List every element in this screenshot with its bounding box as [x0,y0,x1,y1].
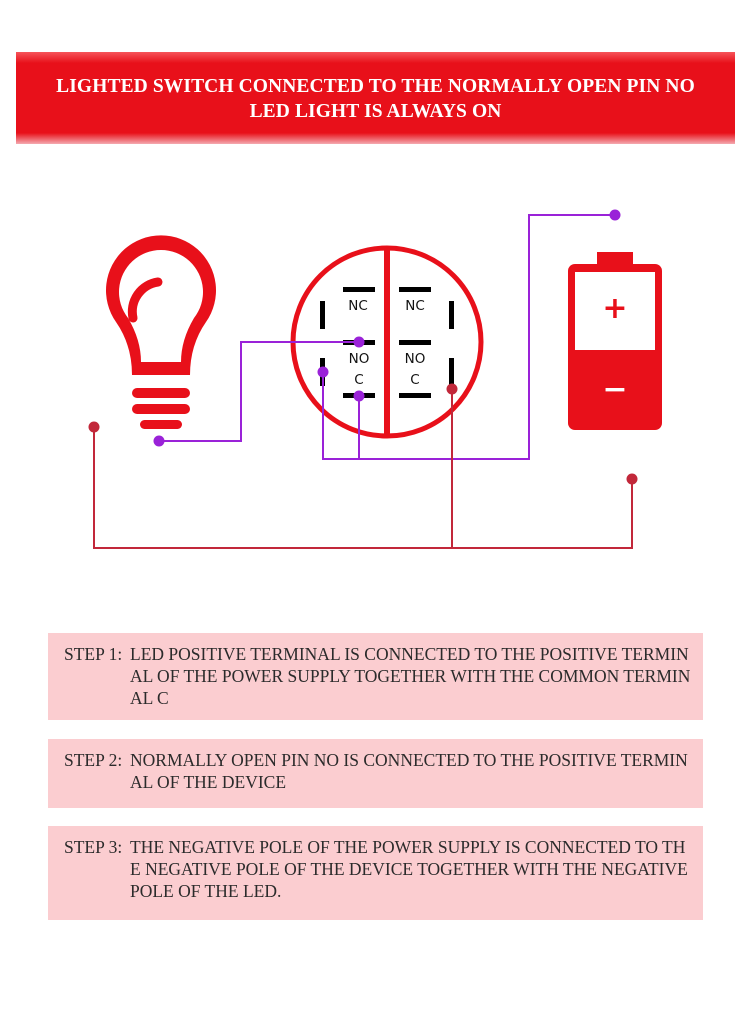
step-1-label: STEP 1: [64,644,123,664]
battery-negative-symbol: − [602,372,628,407]
step-1-text: LED POSITIVE TERMINAL IS CONNECTED TO THE POSITIVE TERMINAL OF THE POWER SUPPLY TOGETHER WITH THE COMMON TERMINAL C [130,644,691,708]
pin-label-left-no: NO [348,351,370,367]
pin-label-left-c: C [354,372,364,388]
light-bulb-icon [106,235,216,429]
title-line-1: LIGHTED SWITCH CONNECTED TO THE NORMALLY OPEN PIN NO [56,76,695,97]
pin-label-right-nc: NC [405,298,425,314]
step-3-text: THE NEGATIVE POLE OF THE POWER SUPPLY IS CONNECTED TO THE NEGATIVE POLE OF THE DEVICE TOGETHER WITH THE NEGATIVE POLE OF THE LED. [130,837,688,901]
pin-label-right-c: C [410,372,420,388]
step-2-text: NORMALLY OPEN PIN NO IS CONNECTED TO THE POSITIVE TERMINAL OF THE DEVICE [130,750,688,792]
title-line-2: LED LIGHT IS ALWAYS ON [249,101,502,122]
step-2-label: STEP 2: [64,750,123,770]
step-2 [48,739,703,808]
wire-negative-bus [94,427,632,548]
pin-label-left-nc: NC [348,298,368,314]
battery-icon [568,252,662,430]
battery-positive-symbol: + [602,291,628,326]
pin-label-right-no: NO [404,351,426,367]
step-1 [48,633,703,720]
step-3-label: STEP 3: [64,837,123,857]
step-3 [48,826,703,920]
